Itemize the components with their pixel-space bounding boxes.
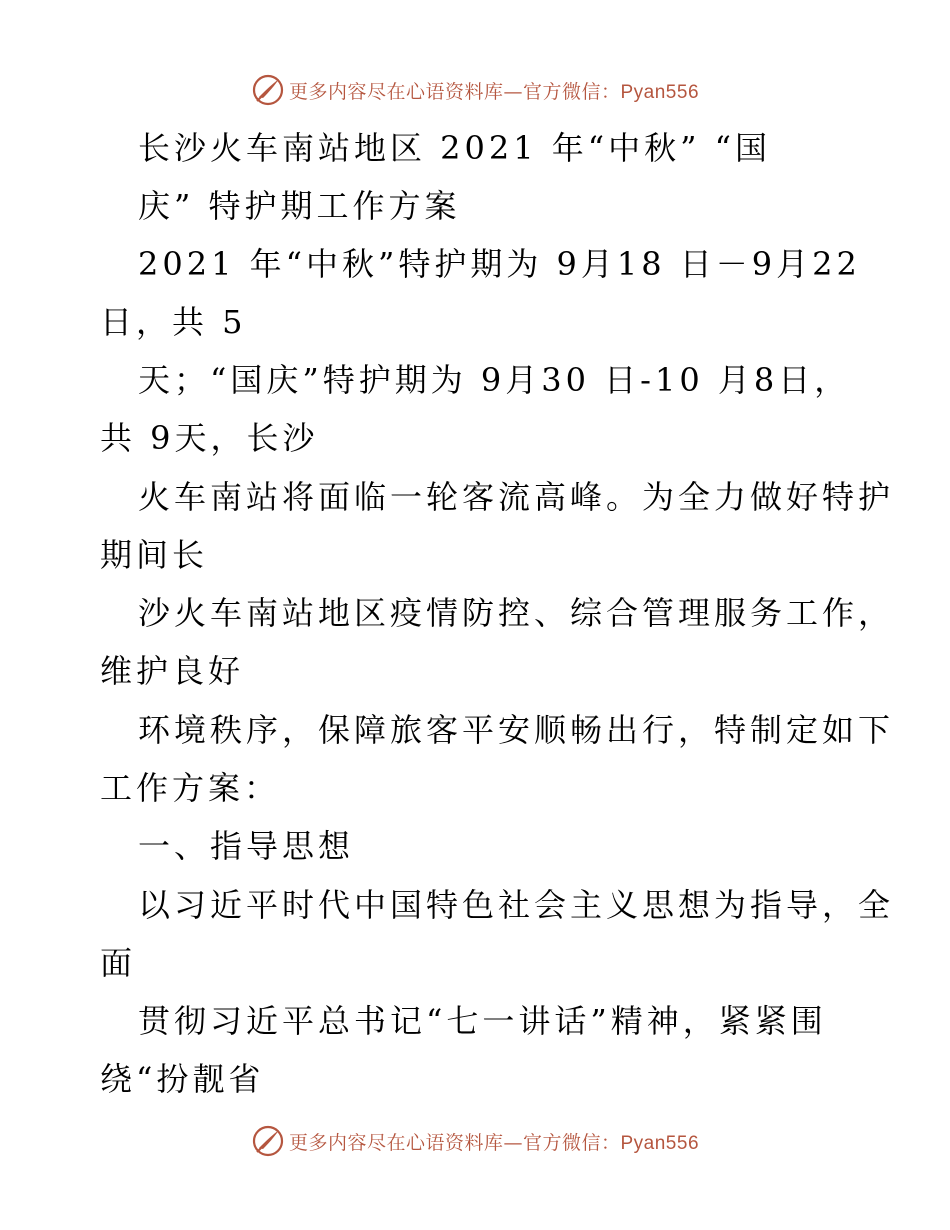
title-line-2: 庆” 特护期工作方案 bbox=[138, 187, 461, 225]
body-line: 天；“国庆”特护期为 9月30 日-10 月8日， bbox=[138, 361, 851, 399]
body-line: 以习近平时代中国特色社会主义思想为指导，全 bbox=[138, 886, 895, 924]
body-line: 面 bbox=[100, 944, 137, 982]
body-line: 贯彻习近平总书记“七一讲话”精神，紧紧围 bbox=[138, 1002, 827, 1040]
wechat-id: Pyan556 bbox=[620, 81, 700, 103]
title-line-1: 长沙火车南站地区 2021 年“中秋” “国 bbox=[138, 129, 772, 167]
body-line: 共 9天，长沙 bbox=[100, 419, 319, 457]
body-line: 工作方案： bbox=[100, 769, 281, 807]
body-line: 环境秩序，保障旅客平安顺畅出行，特制定如下 bbox=[138, 711, 895, 749]
body-line: 维护良好 bbox=[100, 652, 245, 690]
watermark-text: 更多内容尽在心语资料库—官方微信：Pyan556 bbox=[288, 1131, 700, 1154]
body-line: 日，共 5 bbox=[100, 303, 247, 341]
body-line: 沙火车南站地区疫情防控、综合管理服务工作， bbox=[138, 594, 895, 632]
body-line: 绕“扮靓省 bbox=[100, 1060, 265, 1098]
watermark-text: 更多内容尽在心语资料库—官方微信：Pyan556 bbox=[288, 80, 700, 103]
body-line: 2021 年“中秋”特护期为 9月18 日－9月22 bbox=[138, 245, 861, 283]
watermark-banner-bottom bbox=[0, 1121, 950, 1161]
body-line: 期间长 bbox=[100, 536, 209, 574]
quill-circle-logo-icon bbox=[251, 1124, 285, 1158]
body-line: 火车南站将面临一轮客流高峰。为全力做好特护 bbox=[138, 478, 895, 516]
wechat-id: Pyan556 bbox=[620, 1132, 700, 1154]
section-heading: 一、指导思想 bbox=[138, 827, 355, 865]
